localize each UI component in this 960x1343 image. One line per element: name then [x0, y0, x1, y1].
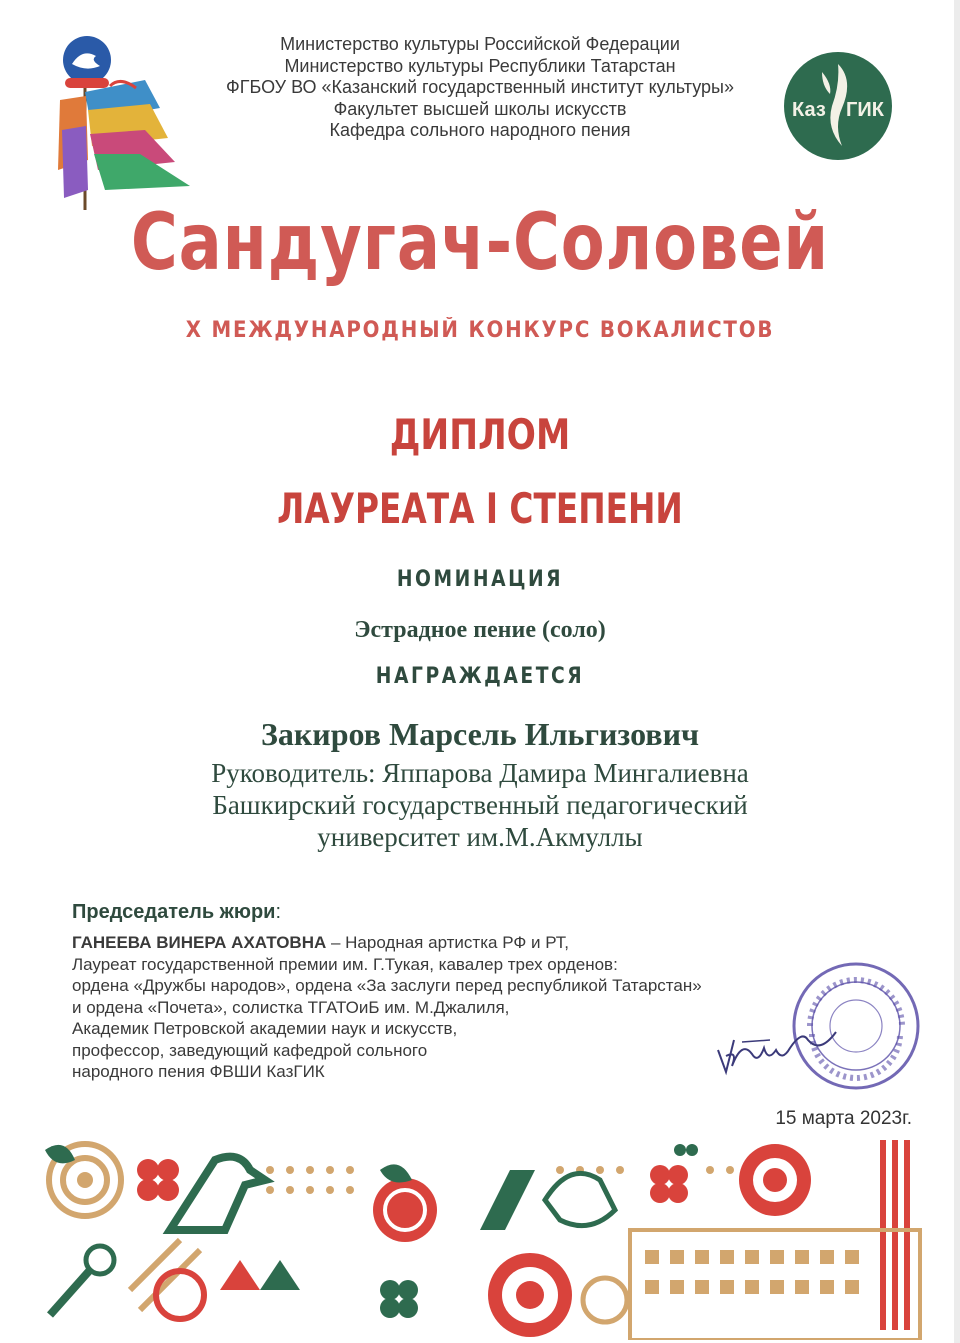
jury-head-colon: :	[275, 901, 282, 923]
jury-description	[72, 932, 792, 1083]
org-line: Министерство культуры Республики Татарстан	[284, 55, 676, 76]
jury-chair-name: ГАНЕЕВА ВИНЕРА АХАТОВНА	[72, 933, 327, 952]
diploma-title: ДИПЛОМ	[389, 410, 571, 459]
jury-title: – Народная артистка РФ и РТ,	[326, 933, 570, 952]
kazgik-logo-text-right: ГИК	[846, 99, 884, 121]
festival-title: Сандугач-Соловей	[130, 198, 830, 288]
recipient-name: Закиров Марсель Ильгизович	[260, 716, 700, 752]
institution-line: университет им.М.Акмуллы	[317, 822, 643, 852]
nomination-label: НОМИНАЦИЯ	[396, 567, 564, 592]
kazgik-logo-icon	[782, 50, 894, 162]
jury-line: Лауреат государственной премии им. Г.Тукая, кавалер трех орденов:	[72, 954, 618, 974]
diploma-degree: ЛАУРЕАТА I СТЕПЕНИ	[277, 484, 683, 533]
org-line: Факультет высшей школы искусств	[333, 98, 627, 119]
nomination-value: Эстрадное пение (соло)	[354, 617, 606, 643]
jury-line: профессор, заведующий кафедрой сольного	[72, 1040, 428, 1060]
festival-subtitle: X МЕЖДУНАРОДНЫЙ КОНКУРС ВОКАЛИСТОВ	[185, 318, 775, 343]
decorative-ornament-icon	[40, 1140, 940, 1340]
awarded-label: НАГРАЖДАЕТСЯ	[375, 664, 585, 689]
jury-line: Академик Петровской академии наук и искусств,	[72, 1019, 458, 1038]
jury-line: ордена «Дружбы народов», ордена «За заслуги перед республикой Татарстан»	[72, 976, 702, 995]
institution-line: Башкирский государственный педагогический	[212, 790, 748, 820]
jury-head-text: Председатель жюри	[72, 901, 276, 923]
jury-head-label	[72, 901, 281, 924]
organizations-header	[170, 34, 790, 142]
org-line: ФГБОУ ВО «Казанский государственный институт культуры»	[226, 77, 734, 97]
jury-line: и ордена «Почета», солистка ТГАТОиБ им. М.Джалиля,	[72, 997, 510, 1017]
kazgik-logo-text-left: Каз	[792, 99, 826, 121]
org-line: Кафедра сольного народного пения	[329, 120, 631, 140]
jury-line	[72, 932, 792, 954]
signature-icon	[712, 1010, 842, 1080]
jury-line: народного пения ФВШИ КазГИК	[72, 1062, 325, 1081]
issue-date: 15 марта 2023г.	[775, 1108, 912, 1129]
supervisor: Руководитель: Яппарова Дамира Мингалиевна	[211, 758, 749, 788]
org-line: Министерство культуры Российской Федерации	[280, 34, 680, 54]
